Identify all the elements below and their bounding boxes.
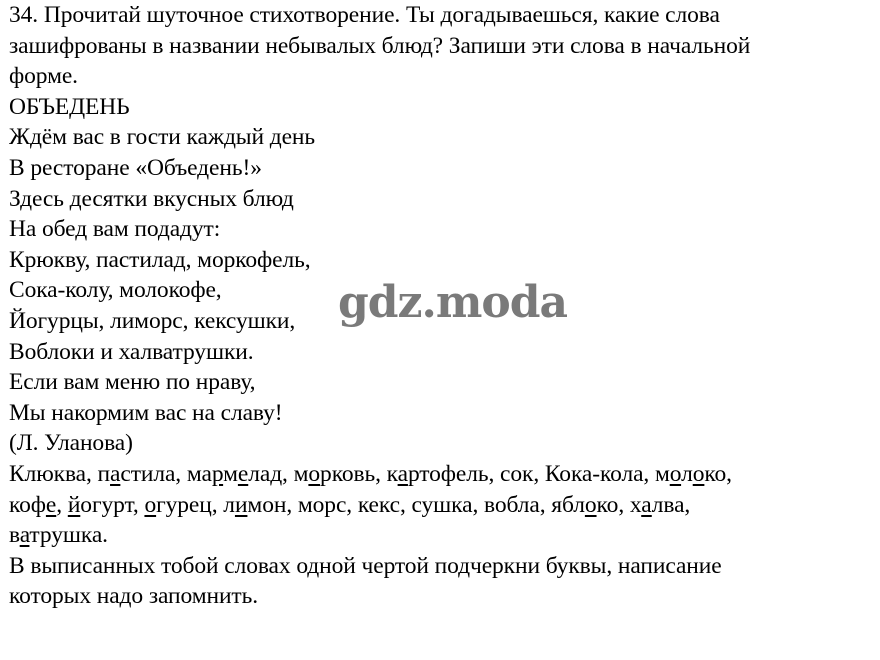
answer-text: ко, х — [596, 491, 642, 518]
poem-author: (Л. Уланова) — [9, 430, 133, 457]
poem-line: Сока-колу, молокофе, — [9, 277, 222, 304]
watermark-text: gdz.moda — [338, 277, 568, 328]
poem-line: Йогурцы, лиморс, кексушки, — [9, 307, 296, 334]
poem-line: Если вам меню по нраву, — [9, 369, 256, 396]
poem-line: На обед вам подадут: — [9, 216, 221, 243]
poem-line: Ждём вас в гости каждый день — [9, 124, 316, 151]
underlined-letter: а — [19, 522, 30, 549]
poem-line: Воблоки и халватрушки. — [9, 338, 254, 365]
answer-text: м — [293, 460, 309, 487]
answer-text: огурт, — [80, 491, 145, 518]
answer-text: л — [223, 491, 235, 518]
underlined-letter: о — [144, 491, 157, 518]
answer-text: л — [681, 460, 693, 487]
poem-line: Крюкву, пастилад, моркофель, — [9, 246, 311, 273]
answer-text: , — [56, 491, 68, 518]
underlined-letter: й — [67, 491, 81, 518]
answer-line-1 — [9, 459, 875, 490]
answer-text: коф — [9, 491, 46, 518]
task-text-line-2: зашифрованы в названии небывалых блюд? Запиши эти слова в начальной — [9, 32, 751, 59]
poem-line: Здесь десятки вкусных блюд — [9, 185, 294, 212]
poem-line: Мы накормим вас на славу! — [9, 399, 283, 426]
underlined-letter: а — [641, 491, 652, 518]
answer-text: гурец, — [156, 491, 224, 518]
underlined-letter: о — [584, 491, 597, 518]
instruction-line-1: В выписанных тобой словах одной чертой подчеркни буквы, написание — [9, 552, 722, 579]
answer-text: в — [9, 522, 20, 549]
answer-text: лва, — [651, 491, 691, 518]
answer-text: стила, — [120, 460, 187, 487]
answer-text: Клюква, — [9, 460, 98, 487]
underlined-letter: е — [237, 460, 249, 487]
underlined-letter: о — [669, 460, 682, 487]
instruction-line-2: которых надо запомнить. — [9, 583, 258, 610]
answer-text: лад, — [248, 460, 294, 487]
task-text-line-1: 34. Прочитай шуточное стихотворение. Ты догадываешься, какие слова — [9, 2, 720, 28]
exercise-page — [9, 0, 875, 612]
answer-text: трушка. — [29, 522, 108, 549]
underlined-letter: и — [234, 491, 248, 518]
poem-line: В ресторане «Объедень!» — [9, 154, 262, 181]
answer-text: рковь, — [320, 460, 387, 487]
task-text-line-3: форме. — [9, 63, 78, 90]
answer-line-3 — [9, 520, 875, 551]
answer-text: мон, морс, кекс, сушка, вобла, ябл — [247, 491, 585, 518]
underlined-letter: е — [45, 491, 57, 518]
answer-text: ма — [186, 460, 212, 487]
answer-text: п — [97, 460, 111, 487]
answer-text: к — [386, 460, 398, 487]
underlined-letter: а — [110, 460, 121, 487]
underlined-letter: а — [397, 460, 408, 487]
poem-title: ОБЪЕДЕНЬ — [9, 93, 130, 120]
answer-line-2 — [9, 490, 875, 521]
underlined-letter: о — [308, 460, 321, 487]
underlined-letter: р — [211, 460, 224, 487]
answer-text: м — [223, 460, 238, 487]
answer-text: ко, — [704, 460, 732, 487]
answer-text: м — [654, 460, 670, 487]
underlined-letter: о — [692, 460, 705, 487]
answer-text: ртофель, сок, Кока-кола, — [407, 460, 655, 487]
